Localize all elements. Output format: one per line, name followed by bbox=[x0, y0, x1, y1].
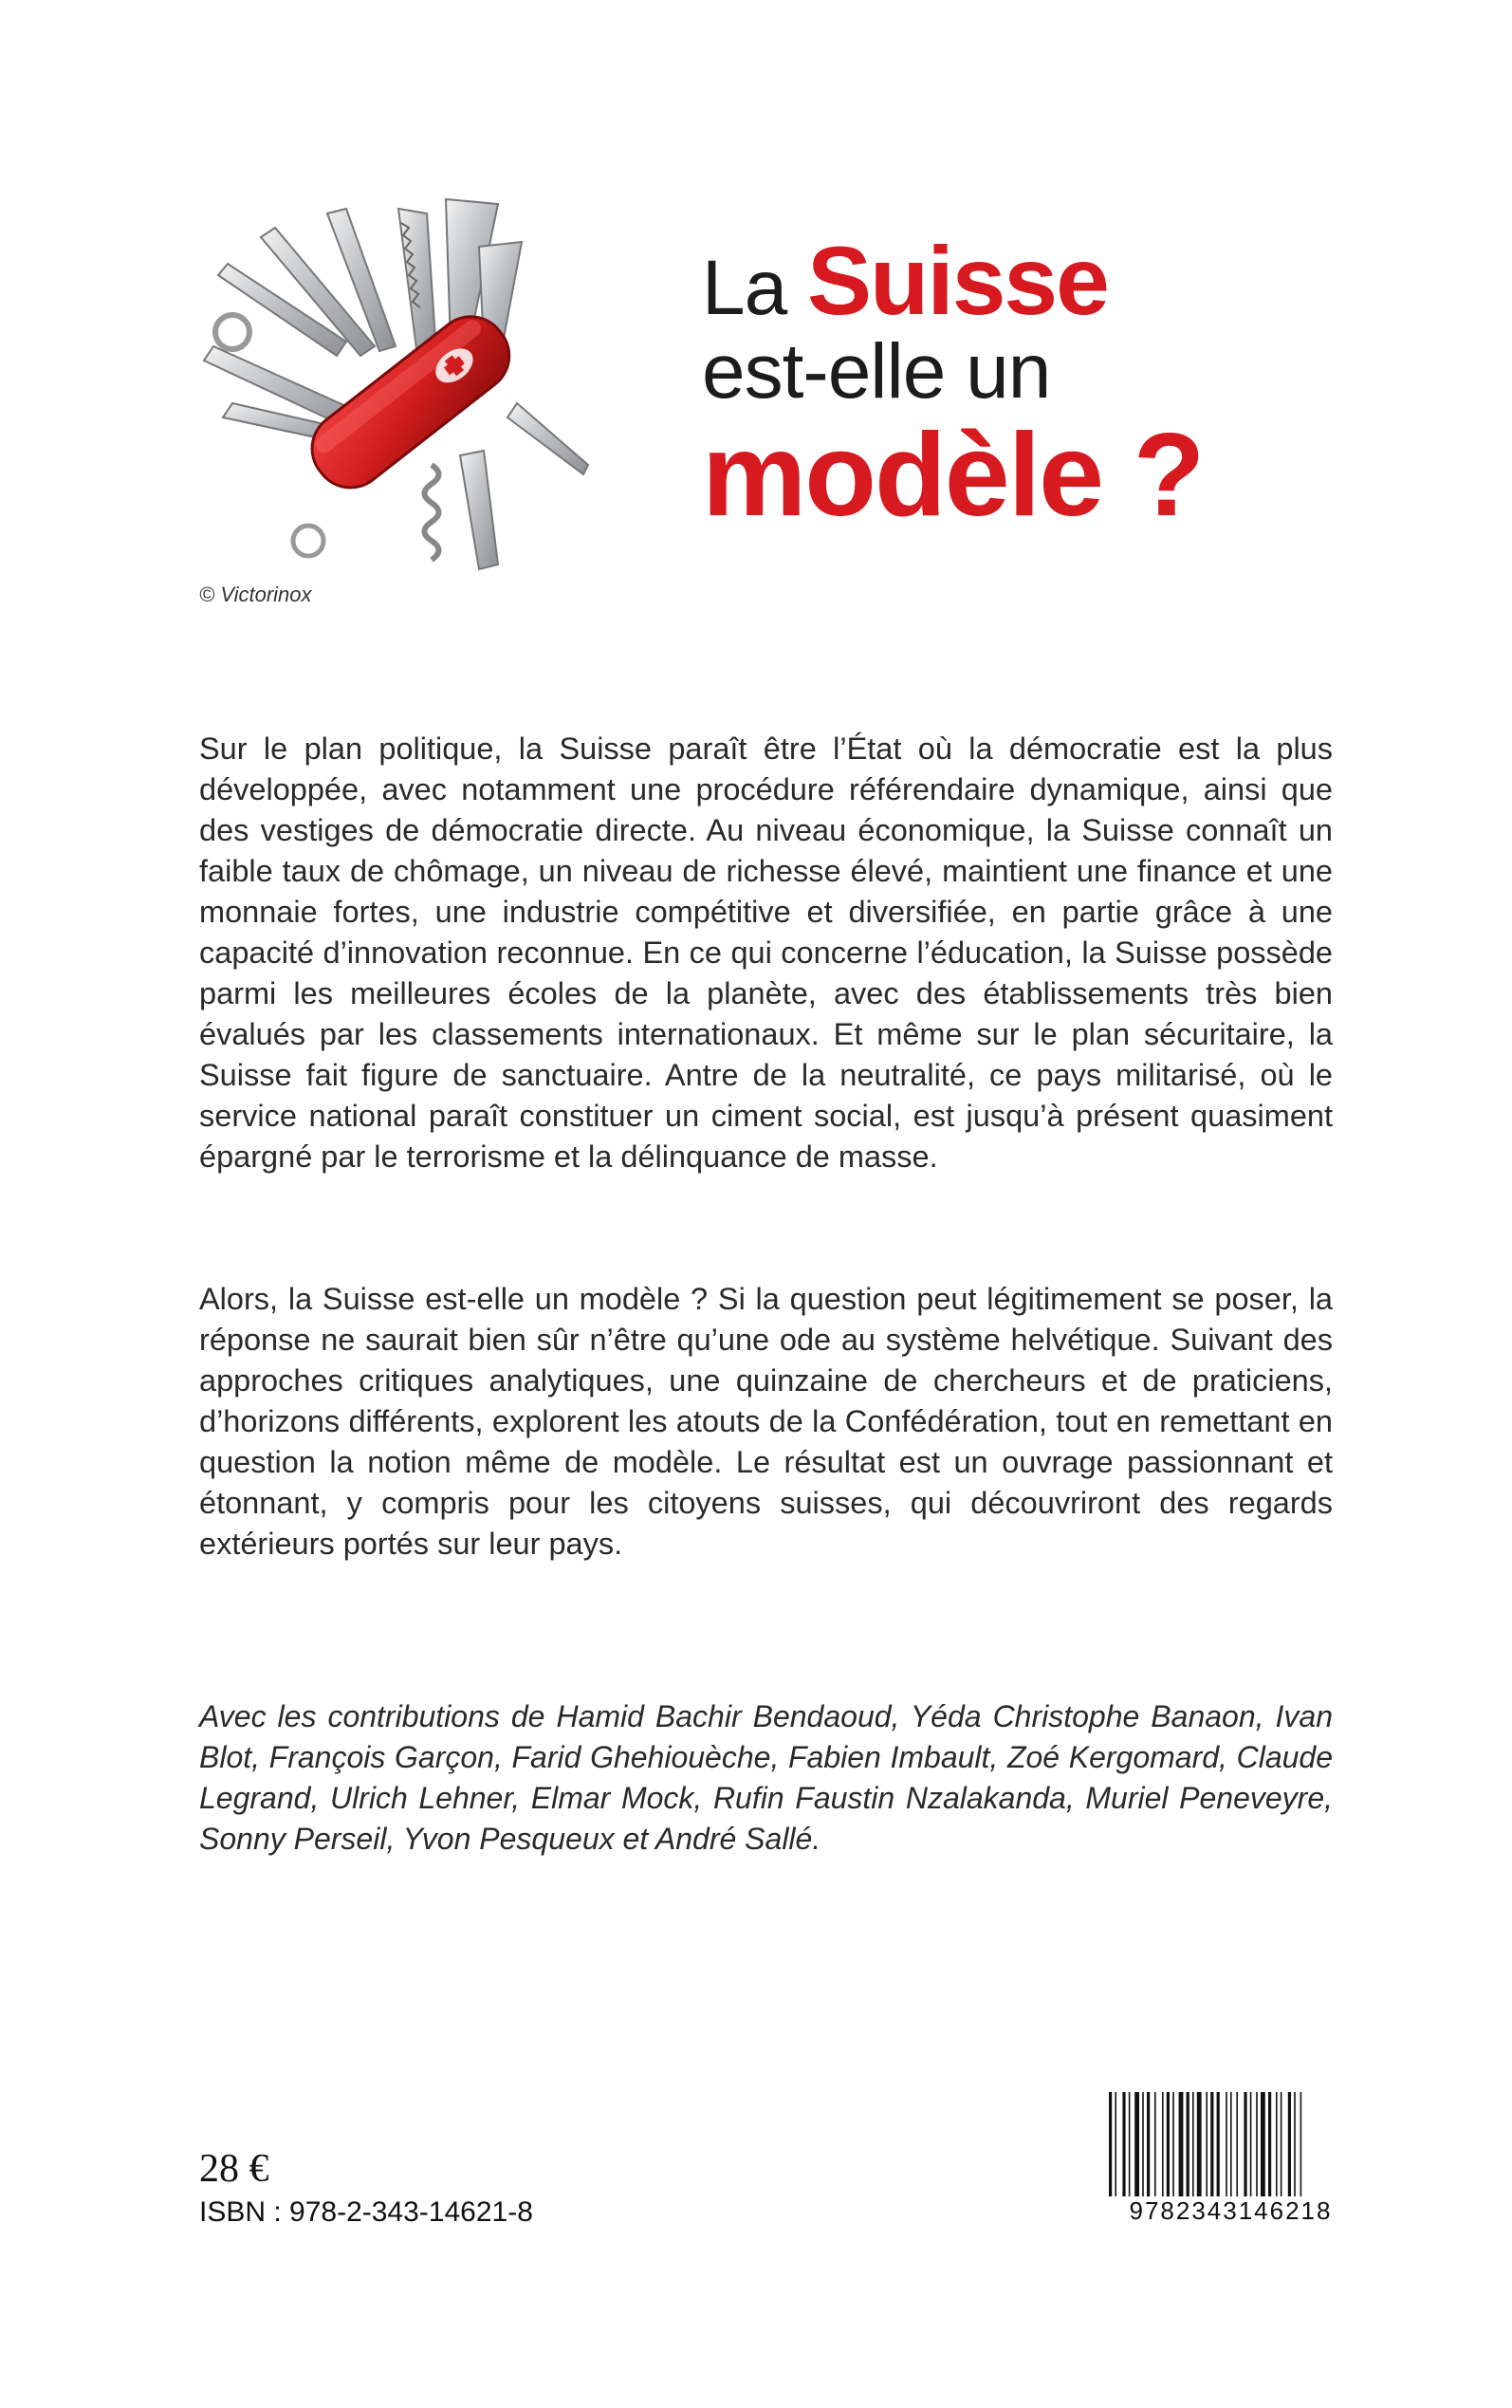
price: 28 € bbox=[199, 2147, 269, 2191]
title-line-1 bbox=[702, 227, 1461, 335]
book-title bbox=[702, 227, 1461, 541]
image-credit: © Victorinox bbox=[199, 583, 312, 606]
paragraph-2: Alors, la Suisse est-elle un modèle ? Si la question peut légitimement se poser, la réponse ne saurait bien sûr n’être qu’une ode au système helvétique. Suivant des approches critiques analytiques, une quinzaine de chercheurs et de praticiens, d’horizons différents, explorent les atouts de la Confédération, tout en remettant en question la notion même de modèle. Le résultat est un ouvrage passionnant et étonnant, y compris pour les citoyens suisses, qui découvriront des regards extérieurs portés sur leur pays. bbox=[199, 1282, 1333, 1561]
isbn: ISBN : 978-2-343-14621-8 bbox=[199, 2196, 533, 2228]
barcode-number: 9782343146218 bbox=[1105, 2196, 1356, 2226]
contributors-text: Avec les contributions de Hamid Bachir Bendaoud, Yéda Christophe Banaon, Ivan Blot, François Garçon, Farid Ghehiouèche, Fabien Imbault, Zoé Kergomard, Claude Legrand, Ulrich Lehner, Elmar Mock, Rufin Faustin Nzalakanda, Muriel Peneveyre, Sonny Perseil, Yvon Pesqueux et André Sallé. bbox=[199, 1699, 1333, 1856]
title-word-suisse: Suisse bbox=[807, 227, 1108, 335]
title-line-2: est-elle un bbox=[702, 328, 1051, 415]
barcode-bars bbox=[1105, 2092, 1356, 2196]
paragraph-1: Sur le plan politique, la Suisse paraît être l’État où la démocratie est la plus développée, avec notamment une procédure référendaire dynamique, ainsi que des vestiges de démocratie directe. Au niveau économique, la Suisse connaît un faible taux de chômage, un niveau de richesse élevé, maintient une finance et une monnaie fortes, une industrie compétitive et diversifiée, en partie grâce à une capacité d’innovation reconnue. En ce qui concerne l’éducation, la Suisse possède parmi les meilleures écoles de la planète, avec des établissements très bien évalués par les classements internationaux. Et même sur le plan sécuritaire, la Suisse fait figure de sanctuaire. Antre de la neutralité, ce pays militarisé, où le service national paraît constituer un ciment social, est jusqu’à présent quasiment épargné par le terrorisme et la délinquance de masse. bbox=[199, 732, 1333, 1174]
swiss-army-knife-image bbox=[194, 190, 612, 588]
title-word-la: La bbox=[702, 245, 787, 331]
title-line-3: modèle ? bbox=[702, 410, 1204, 541]
